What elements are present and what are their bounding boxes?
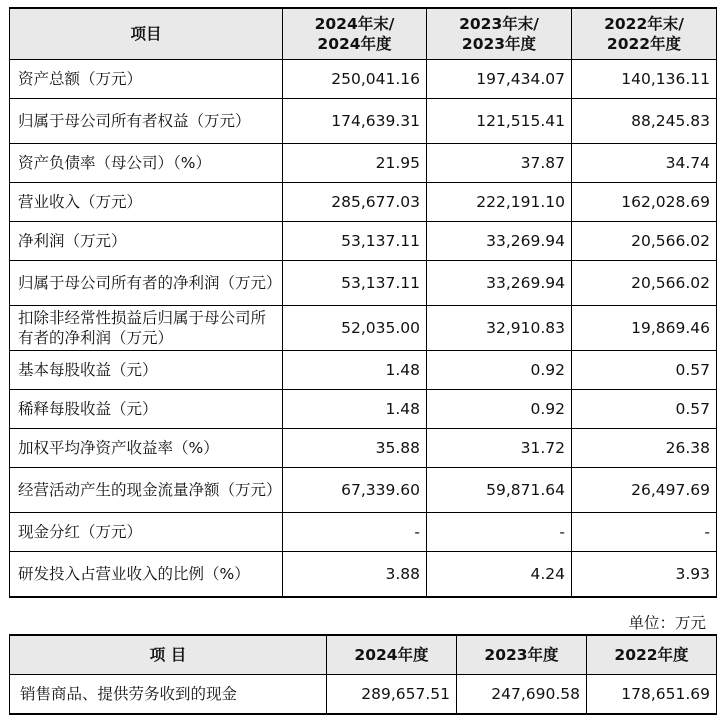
value-2022: 88,245.83: [572, 99, 717, 144]
header-2023: 2023年度: [457, 635, 587, 675]
value-2023: 4.24: [427, 552, 572, 598]
table-row: [10, 351, 717, 390]
header-2023: 2023年末/ 2023年度: [427, 8, 572, 60]
value-2022: 19,869.46: [572, 306, 717, 351]
value-2023: 0.92: [427, 390, 572, 429]
table-row: [10, 390, 717, 429]
value-2024: 53,137.11: [283, 222, 427, 261]
value-2024: 53,137.11: [283, 261, 427, 306]
value-2022: 3.93: [572, 552, 717, 598]
value-2024: 1.48: [283, 351, 427, 390]
header-item: 项目: [10, 8, 283, 60]
header-item: 项 目: [10, 635, 327, 675]
value-2022: 26.38: [572, 429, 717, 468]
table-row: [10, 306, 717, 351]
value-2022: 34.74: [572, 144, 717, 183]
value-2022: 0.57: [572, 390, 717, 429]
value-2022: 178,651.69: [587, 675, 717, 715]
cash-received-table: [9, 634, 717, 715]
unit-note: 单位：万元: [628, 614, 706, 632]
value-2022: 20,566.02: [572, 261, 717, 306]
value-2024: -: [283, 513, 427, 552]
row-label: 归属于母公司所有者权益（万元）: [10, 99, 283, 144]
value-2024: 285,677.03: [283, 183, 427, 222]
table-row: [10, 552, 717, 598]
value-2022: -: [572, 513, 717, 552]
value-2023: 59,871.64: [427, 468, 572, 513]
header-2022: 2022年末/ 2022年度: [572, 8, 717, 60]
table-row: [10, 261, 717, 306]
row-label: 基本每股收益（元）: [10, 351, 283, 390]
value-2024: 52,035.00: [283, 306, 427, 351]
value-2023: 33,269.94: [427, 222, 572, 261]
table-row: [10, 60, 717, 99]
value-2022: 20,566.02: [572, 222, 717, 261]
header-row: [10, 635, 717, 675]
row-label: 经营活动产生的现金流量净额（万元）: [10, 468, 283, 513]
header-row: [10, 8, 717, 60]
value-2023: 121,515.41: [427, 99, 572, 144]
row-label: 现金分红（万元）: [10, 513, 283, 552]
row-label: 归属于母公司所有者的净利润（万元）: [10, 261, 283, 306]
table-row: [10, 429, 717, 468]
value-2024: 1.48: [283, 390, 427, 429]
value-2024: 21.95: [283, 144, 427, 183]
value-2023: 197,434.07: [427, 60, 572, 99]
table-row: [10, 144, 717, 183]
value-2023: -: [427, 513, 572, 552]
row-label: 销售商品、提供劳务收到的现金: [10, 675, 327, 715]
value-2023: 31.72: [427, 429, 572, 468]
value-2023: 0.92: [427, 351, 572, 390]
header-2024: 2024年度: [327, 635, 457, 675]
row-label: 研发投入占营业收入的比例（%）: [10, 552, 283, 598]
table-row: [10, 99, 717, 144]
value-2022: 162,028.69: [572, 183, 717, 222]
value-2024: 67,339.60: [283, 468, 427, 513]
value-2024: 35.88: [283, 429, 427, 468]
table-row: [10, 222, 717, 261]
row-label: 扣除非经常性损益后归属于母公司所有者的净利润（万元）: [10, 306, 283, 351]
row-label: 净利润（万元）: [10, 222, 283, 261]
row-label: 资产总额（万元）: [10, 60, 283, 99]
table-row: [10, 183, 717, 222]
value-2023: 222,191.10: [427, 183, 572, 222]
row-label: 稀释每股收益（元）: [10, 390, 283, 429]
value-2024: 289,657.51: [327, 675, 457, 715]
value-2023: 247,690.58: [457, 675, 587, 715]
row-label: 营业收入（万元）: [10, 183, 283, 222]
row-label: 加权平均净资产收益率（%）: [10, 429, 283, 468]
header-2024: 2024年末/ 2024年度: [283, 8, 427, 60]
table-row: [10, 468, 717, 513]
financial-indicators-table: [9, 7, 717, 598]
value-2024: 250,041.16: [283, 60, 427, 99]
value-2022: 26,497.69: [572, 468, 717, 513]
value-2023: 32,910.83: [427, 306, 572, 351]
table-row: [10, 513, 717, 552]
value-2022: 0.57: [572, 351, 717, 390]
row-label: 资产负债率（母公司）（%）: [10, 144, 283, 183]
value-2024: 3.88: [283, 552, 427, 598]
value-2024: 174,639.31: [283, 99, 427, 144]
value-2023: 33,269.94: [427, 261, 572, 306]
value-2023: 37.87: [427, 144, 572, 183]
table-row: [10, 675, 717, 715]
value-2022: 140,136.11: [572, 60, 717, 99]
header-2022: 2022年度: [587, 635, 717, 675]
